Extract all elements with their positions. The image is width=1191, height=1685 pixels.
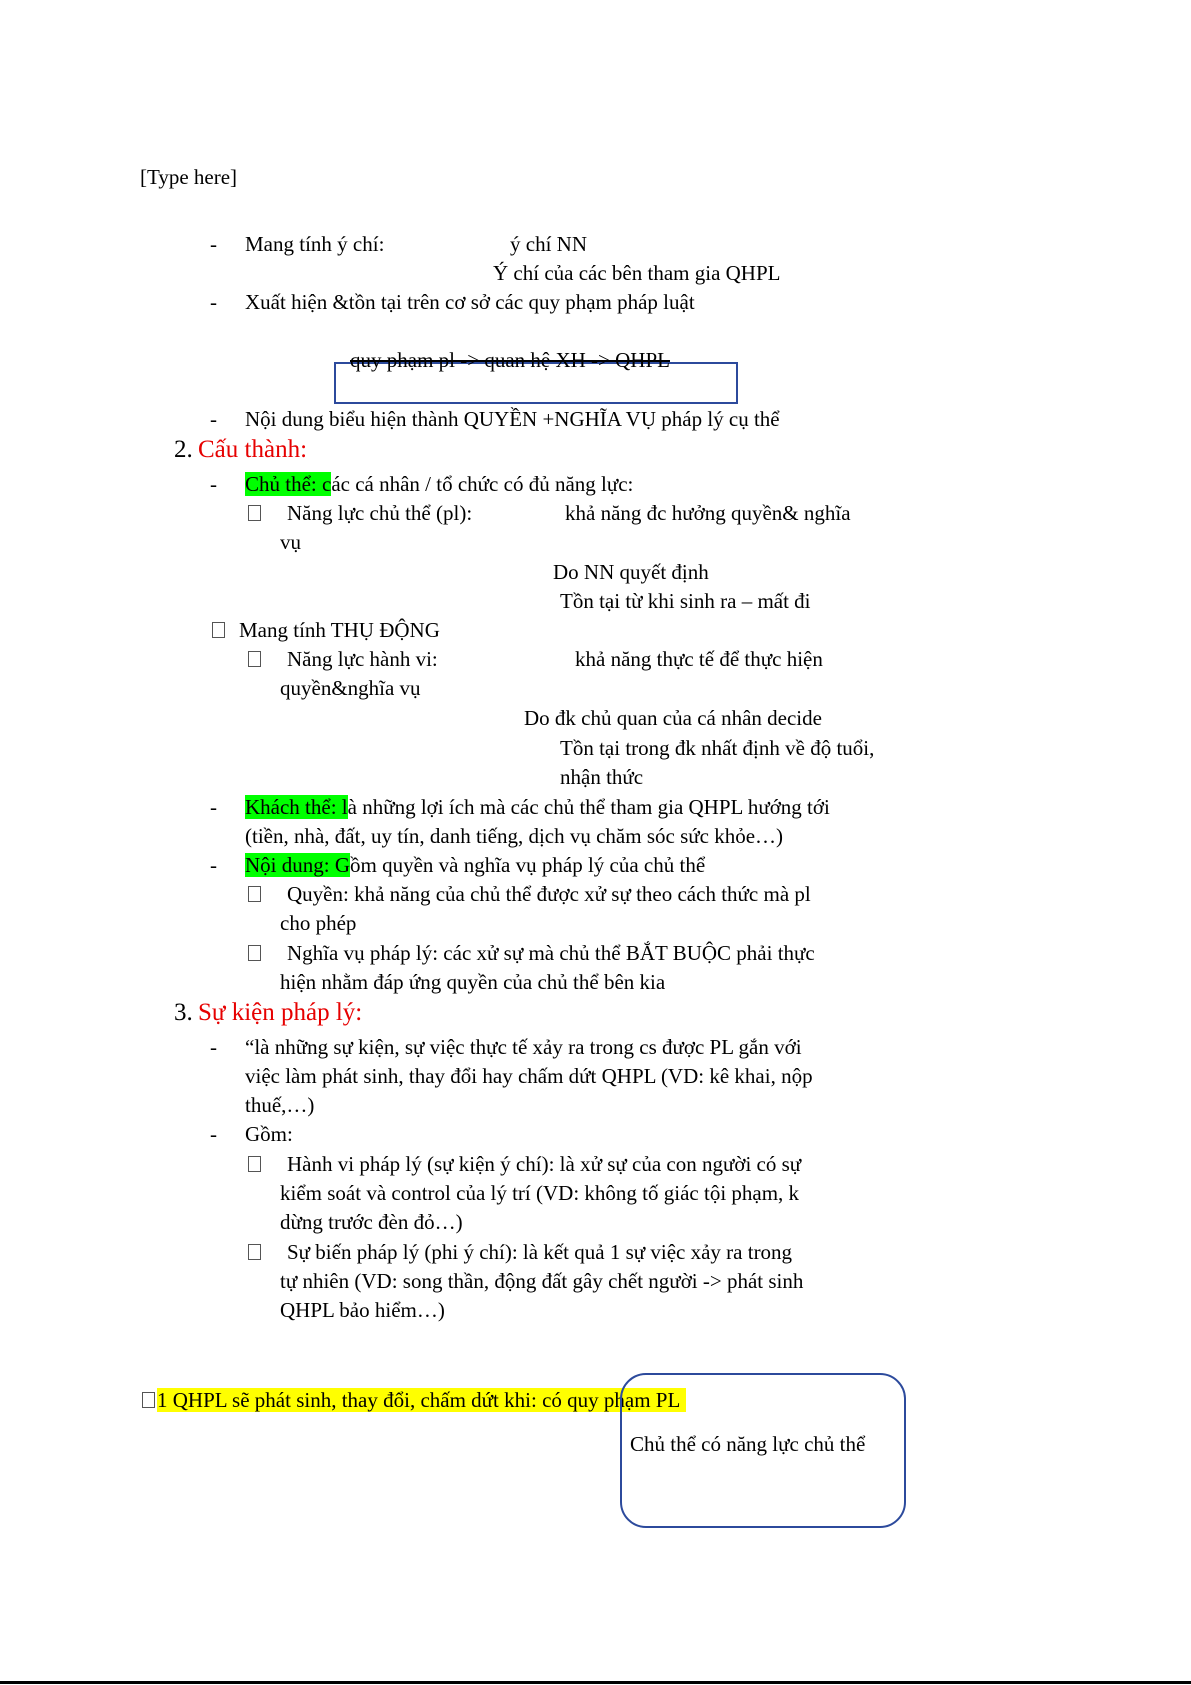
quyen-line2: cho phép (280, 911, 357, 935)
section-number: 3. (174, 999, 193, 1026)
nlhv-r2: Do đk chủ quan của cá nhân decide (524, 706, 822, 730)
nlct-r2: Do NN quyết định (553, 560, 709, 584)
bullet-dash: - (210, 1035, 217, 1059)
nlhv-r1b: quyền&nghĩa vụ (280, 676, 421, 700)
bullet-dash: - (210, 232, 217, 256)
bullet-noi-dung: Nội dung: Gồm quyền và nghĩa vụ pháp lý của chủ thể (245, 853, 706, 877)
bullet-dash: - (210, 853, 217, 877)
conclusion-box-text: Chủ thể có năng lực chủ thể (630, 1432, 866, 1456)
nlct-r3: Tồn tại từ khi sinh ra – mất đi (560, 589, 811, 613)
bullet-mang-tinh-y-chi: Mang tính ý chí: (245, 232, 385, 256)
bullet-noi-dung-bieu-hien: Nội dung biểu hiện thành QUYỀN +NGHĨA VỤ pháp lý cụ thể (245, 407, 780, 431)
hanh-vi-line2: kiểm soát và control của lý trí (VD: không tố giác tội phạm, k (280, 1181, 800, 1205)
section-title-cau-thanh: Cấu thành: (198, 436, 308, 463)
bullet-dash: - (210, 795, 217, 819)
sub-nang-luc-hanh-vi: Năng lực hành vi: (248, 645, 438, 674)
checkbox-icon (248, 651, 261, 667)
sub-su-bien: Sự biến pháp lý (phi ý chí): là kết quả 1 sự việc xảy ra trong (248, 1238, 792, 1267)
nghia-vu-line2: hiện nhằm đáp ứng quyền của chủ thể bên kia (280, 970, 666, 994)
nlct-r1a: khả năng đc hưởng quyền& nghĩa (565, 501, 851, 525)
sub-hanh-vi: Hành vi pháp lý (sự kiện ý chí): là xử sự của con người có sự (248, 1150, 801, 1179)
bullet-xuat-hien: Xuất hiện &tồn tại trên cơ sở các quy phạm pháp luật (245, 290, 695, 314)
y-chi-nn: ý chí NN (510, 232, 587, 256)
bullet-chu-the: Chủ thể: các cá nhân / tổ chức có đủ năng lực: (245, 472, 634, 496)
nlhv-r3b: nhận thức (560, 765, 644, 789)
highlight-noi-dung: Nội dung: G (245, 853, 350, 877)
highlight-chu-the: Chủ thể: c (245, 472, 332, 496)
su-bien-line3: QHPL bảo hiểm…) (280, 1298, 445, 1322)
sub-nghia-vu: Nghĩa vụ pháp lý: các xử sự mà chủ thể BẮT BUỘC phải thực (248, 939, 815, 968)
su-kien-def-3: thuế,…) (245, 1093, 315, 1117)
su-kien-def-2: việc làm phát sinh, thay đổi hay chấm dứt QHPL (VD: kê khai, nộp (245, 1064, 813, 1088)
khach-the-line2: (tiền, nhà, đất, uy tín, danh tiếng, dịch vụ chăm sóc sức khỏe…) (245, 824, 784, 848)
highlight-conclusion: 1 QHPL sẽ phát sinh, thay đổi, chấm dứt khi: có quy phạm PL (157, 1388, 686, 1412)
gom-label: Gồm: (245, 1122, 293, 1146)
sub-quyen: Quyền: khả năng của chủ thể được xử sự theo cách thức mà pl (248, 880, 811, 909)
nlct-r1b: vụ (280, 530, 301, 554)
bullet-dash: - (210, 472, 217, 496)
flow-text: quy phạm pl -> quan hệ XH -> QHPL (350, 348, 670, 372)
checkbox-icon (248, 505, 261, 521)
nlhv-r3a: Tồn tại trong đk nhất định về độ tuổi, (560, 736, 875, 760)
nlhv-r1a: khả năng thực tế để thực hiện (575, 647, 823, 671)
bullet-dash: - (210, 290, 217, 314)
sub-nang-luc-chu-the: Năng lực chủ thể (pl): (248, 499, 472, 528)
section-title-su-kien: Sự kiện pháp lý: (198, 999, 363, 1026)
su-bien-line2: tự nhiên (VD: song thần, động đất gây chết người -> phát sinh (280, 1269, 804, 1293)
bullet-dash: - (210, 407, 217, 431)
checkbox-icon (248, 945, 261, 961)
hanh-vi-line3: dừng trước đèn đỏ…) (280, 1210, 463, 1234)
checkbox-icon (248, 886, 261, 902)
checkbox-icon (212, 622, 225, 638)
section-number: 2. (174, 436, 193, 463)
bullet-khach-the: Khách thể: là những lợi ích mà các chủ thể tham gia QHPL hướng tới (245, 795, 830, 819)
conclusion-line (142, 1386, 686, 1415)
highlight-khach-the: Khách thể: l (245, 795, 348, 819)
checkbox-icon (248, 1156, 261, 1172)
page-bottom-rule (0, 1681, 1191, 1684)
y-chi-cac-ben: Ý chí của các bên tham gia QHPL (493, 261, 781, 285)
thu-dong-line: Mang tính THỤ ĐỘNG (212, 616, 440, 645)
bullet-dash: - (210, 1122, 217, 1146)
page-header: [Type here] (140, 165, 238, 189)
checkbox-icon (248, 1244, 261, 1260)
su-kien-def-1: “là những sự kiện, sự việc thực tế xảy ra trong cs được PL gắn với (245, 1035, 802, 1059)
checkbox-icon (142, 1392, 155, 1408)
